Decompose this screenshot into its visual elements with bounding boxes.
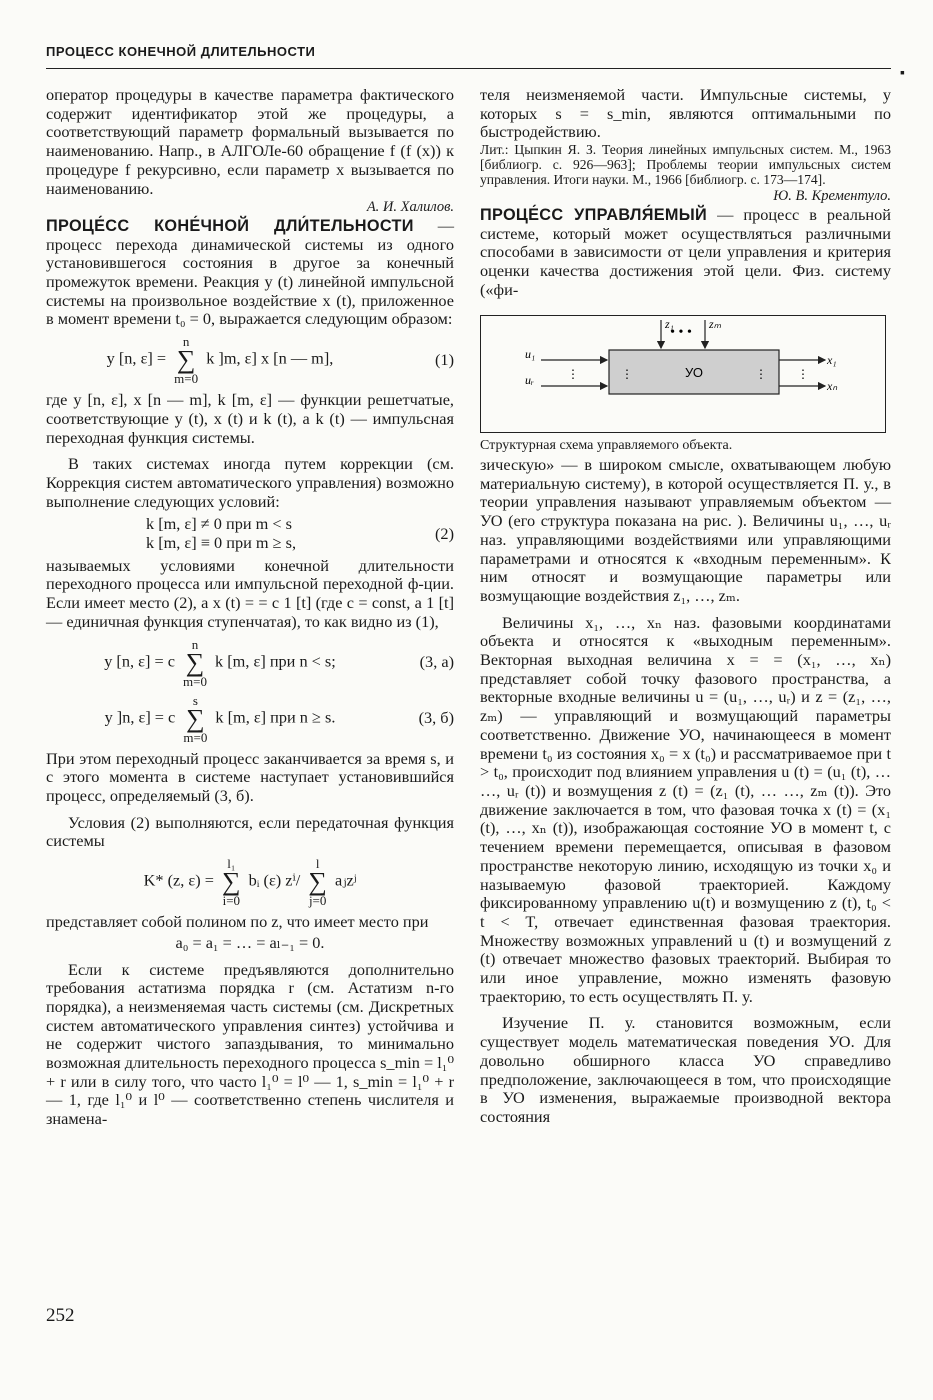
eq3b-rhs: k [m, ε] при n ≥ s. [215,707,336,727]
eq3b-lower-limit: m=0 [183,729,208,745]
where-paragraph: где y [n, ε], x [n — m], k [m, ε] — функции решетчатые, соответствующие y (t), x (t) и k (t), а k (t) — импульсная переходная функция системы. [46,390,454,447]
block-diagram-svg [481,316,885,432]
equation-3a [46,638,454,688]
eq3a-rhs: k [m, ε] при n < s; [215,651,336,671]
conditions-2 [46,515,454,552]
label-z1: z₁ [665,317,674,332]
definition-finite-duration: — процесс перехода динамической системы из одного установившегося состояния в другое за конечный промежуток времени. Реакция y (t) линейной импульсной системы на произвольное воздействие x (t), приложенное в момент времени t₀ = 0, выражается следующим образом: [46,215,454,329]
eqK-upper-limit-2: l [315,856,320,872]
phase-coordinates-paragraph: Величины x₁, …, xₙ наз. фазовыми координатами объекта и относятся к «выходным переменным». Векторная выходная величина x = = (x₁, …, xₙ) представляет собой точку фазового пространства, а векторные входные величины u = (u₁, …, uᵣ) и z = (z₁, …, zₘ) — управляющий и возмущающий параметры соответственно. Движение УО, начинающееся в момент времени t₀ из состояния x₀ = x (t₀) и рассматриваемое при t > t₀, происходит под влиянием управления u (t) = (u₁ (t), … …, uᵣ (t)) и возмущения z (t) = (z₁ (t), … …, zₘ (t)). Это движение заключается в том, что фазовая точка x (t) = (x₁ (t), …, xₙ (t)), изображающая состояние УО в момент t, с течением времени перемещается, описывая в фазовом пространстве некоторую линию, исходящую из точки x₀ и называемую фазовой траекторией. Каждому фиксированному управлению u(t) и возмущению z (t), t₀ < t < T, отвечает единственная фазовая траектория. Множеству возможных управлений u (t) и возмущений z (t) отвечает множество фазовых траекторий. Выбирая то или иное управление, можно изменять фазовую траекторию, то есть осуществлять П. у. [480,612,891,1006]
equation-3b [46,694,454,744]
author-signature-2: Ю. В. Крементуло. [773,188,891,205]
sum-symbol: l ∑ j=0 [308,856,327,909]
conditions-number: (2) [435,523,454,543]
author-signature-1: А. И. Халилов. [366,199,454,216]
named-conditions-paragraph: называемых условиями конечной длительности переходного процесса или импульсной переходной ф-ции. Если имеет место (2), а x (t) = = c 1 [t] (где c = const, а 1 [t] — единичная функция ступенчатая), то как видно из (1), [46,555,454,631]
figure-caption: Структурная схема управляемого объекта. [480,438,733,454]
eq3a-lower-limit: m=0 [183,673,207,689]
eqK-numerator-term: bᵢ (ε) zⁱ/ [248,870,301,890]
svg-text:⋮: ⋮ [797,367,809,382]
label-zm: zₘ [709,317,722,332]
eq3a-upper-limit: n [191,636,199,652]
svg-text:⋮: ⋮ [621,367,633,382]
definition-controlled-process: — процесс в реальной системе, который может осуществляться различными способами в зависимости от цели управления и критерия оценки качества достижения этой цели. Физ. систему («фи- [480,204,891,299]
eqK-lower-limit-1: i=0 [222,893,241,909]
transfer-function-paragraph: Условия (2) выполняются, если передаточная функция системы [46,812,454,851]
label-ur: uᵣ [525,373,534,388]
condition-line-1: k [m, ε] ≠ 0 при m < s [146,514,292,534]
eq1-upper-limit: n [182,334,190,350]
eqK-denominator-term: aⱼzʲ [335,870,357,890]
sum-symbol: l₁ ∑ i=0 [222,856,241,909]
left-continuation-paragraph: оператор процедуры в качестве параметра фактического содержит идентификатор этой же процедуры, а соответствующий параметр формальный вызывается по наименованию. Напр., в АЛГОЛе-60 обращение f (f (x)) к процедуре f рекурсивно, если параметр x вызывается по наименованию. [46,85,454,198]
equation-coefficients: a₀ = a₁ = … = aₗ₋₁ = 0. [175,932,325,952]
svg-text:• • •: • • • [670,325,692,341]
running-head: ПРОЦЕСС КОНЕЧНОЙ ДЛИТЕЛЬНОСТИ [46,44,316,59]
eqK-upper-limit-1: l₁ [227,856,236,872]
scan-mark: ▪ [900,66,905,81]
eq3a-number: (3, а) [419,652,454,672]
page-number: 252 [46,1305,75,1326]
eqK-lower-limit-2: j=0 [308,893,327,909]
right-column [480,86,891,1127]
svg-text:⋮: ⋮ [567,367,579,382]
label-u1: u₁ [525,347,536,362]
svg-text:⋮: ⋮ [755,367,767,382]
sum-symbol: n ∑ m=0 [174,334,199,387]
correction-paragraph: В таких системах иногда путем коррекции (см. Коррекция систем автоматического управления) возможно выполнение следующих условий: [46,454,454,511]
eq3b-number: (3, б) [418,708,454,728]
sum-symbol: s ∑ m=0 [183,692,208,745]
headword-controlled-process: ПРОЦЕ́СС УПРАВЛЯ́ЕМЫЙ [480,205,708,224]
condition-line-2: k [m, ε] ≡ 0 при m ≥ s, [146,533,297,553]
eq1-lower-limit: m=0 [174,371,199,387]
literature-reference: Лит.: Цыпкин Я. З. Теория линейных импульсных систем. М., 1963 [библиогр. с. 926—963]; Проблемы теории импульсных систем управления. Итоги науки. М., 1966 [библиогр. с. 173—174]. [480,142,891,188]
eq1-number: (1) [435,349,454,369]
label-x1: x₁ [827,353,837,368]
header-rule [46,68,891,69]
eq3b-upper-limit: s [192,692,198,708]
box-label: УО [685,365,703,381]
astatism-paragraph: Если к системе предъявляются дополнительно требования астатизма порядка r (см. Астатизм n-го порядка), а неизменяемая часть системы (см. Дискретных систем автоматического управления синтез) устойчива и не содержит чистого запаздывания, то минимально возможная длительность переходного процесса s_min = l₁⁰ + r или в силу того, что часто l₁⁰ = l⁰ — 1, s_min = l₁⁰ + r — 1, где l₁⁰ и l⁰ — соответственно степень числителя и знамена- [46,959,454,1129]
eq1-rhs: k ]m, ε] x [n — m], [206,348,334,368]
equation-1 [46,335,454,385]
eq3a-lhs: y [n, ε] = c [104,651,175,671]
polynomial-paragraph: представляет собой полином по z, что имеет место при [46,912,429,932]
label-xn: xₙ [827,379,838,394]
eq3b-lhs: y ]n, ε] = c [104,707,176,727]
transient-paragraph: При этом переходный процесс заканчивается за время s, и с этого момента в системе наступает установившийся процесс, определяемый (3, б). [46,748,454,805]
sum-symbol: n ∑ m=0 [183,636,207,689]
right-continuation-paragraph: теля неизменяемой части. Импульсные системы, у которых s = s_min, являются оптимальными по быстродействию. [480,85,891,142]
eq1-lhs: y [n, ε] = [106,348,167,368]
left-column [46,86,454,1129]
block-diagram [480,315,886,433]
physical-system-paragraph: зическую» — в широком смысле, охватывающем любую материальную систему), в которой осуществляется П. у., в теории управления называют управляемым объектом — УО (его структура показана на рис. ). Величины u₁, …, uᵣ наз. управляющими воздействиями или управляющими параметрами и относятся к «входным переменным». К ним относят и возмущающие параметры или возмущающие воздействия z₁, …, zₘ. [480,455,891,605]
headword-finite-duration: ПРОЦЕ́СС КОНЕ́ЧНОЙ ДЛИ́ТЕЛЬНОСТИ [46,216,414,235]
eqK-lhs: K* (z, ε) = [143,870,214,890]
equation-K [46,857,454,907]
study-paragraph: Изучение П. у. становится возможным, если существует модель математическая поведения УО. Для довольно обширного класса УО справедливо предположение, заключающееся в том, что происходящие в УО изменения, выражаемые производной вектора состояния [480,1013,891,1126]
